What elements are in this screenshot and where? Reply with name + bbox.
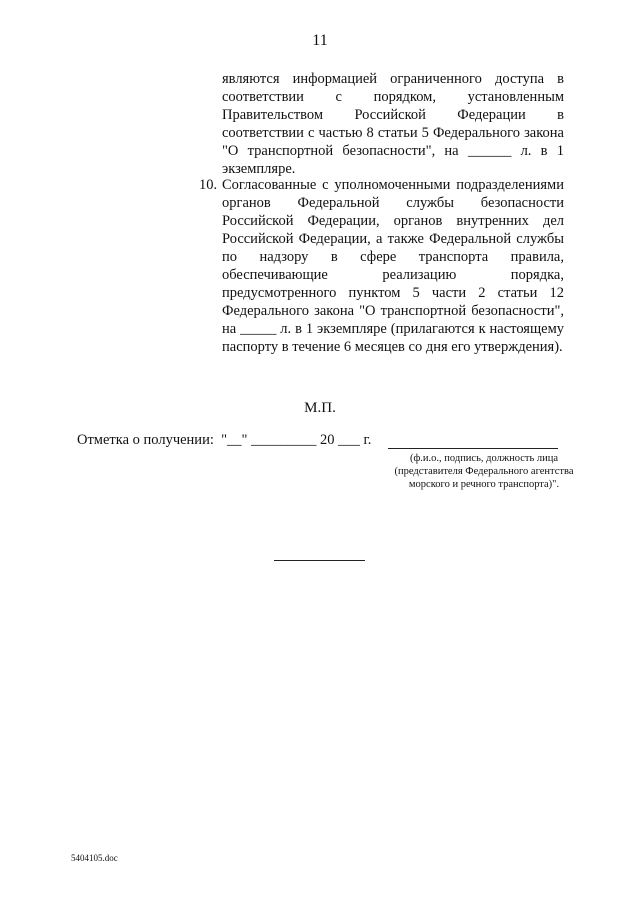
signature-caption: (ф.и.о., подпись, должность лица (представителя Федерального агентства морского и речного транспорта)". bbox=[394, 453, 574, 490]
signature-line bbox=[388, 448, 558, 449]
page-number: 11 bbox=[312, 32, 328, 49]
paragraph-continued: являются информацией ограниченного доступа в соответствии с порядком, установленным Правительством Российской Федерации в соответствии с частью 8 статьи 5 Федерального закона "О транспортной безопасности", на ______ л. в 1 экземпляре. bbox=[222, 71, 564, 177]
receipt-mark: Отметка о получении: "__" _________ 20 ___ г. bbox=[77, 432, 372, 448]
item-text: Согласованные с уполномоченными подразделениями органов Федеральной службы безопасности Российской Федерации, органов внутренних дел Российской Федерации, а также Федеральной службы по надзору в сфере транспорта правила, обеспечивающие реализацию порядка, предусмотренного пунктом 5 части 2 статьи 12 Федерального закона "О транспортной безопасности", на _____ л. в 1 экземпляре (прилагаются к настоящему паспорту в течение 6 месяцев со дня его утверждения). bbox=[222, 177, 564, 355]
item-number: 10. bbox=[199, 177, 218, 193]
separator-line bbox=[274, 560, 365, 561]
file-reference: 5404105.doc bbox=[71, 853, 118, 863]
stamp-place-label: М.П. bbox=[304, 400, 336, 416]
